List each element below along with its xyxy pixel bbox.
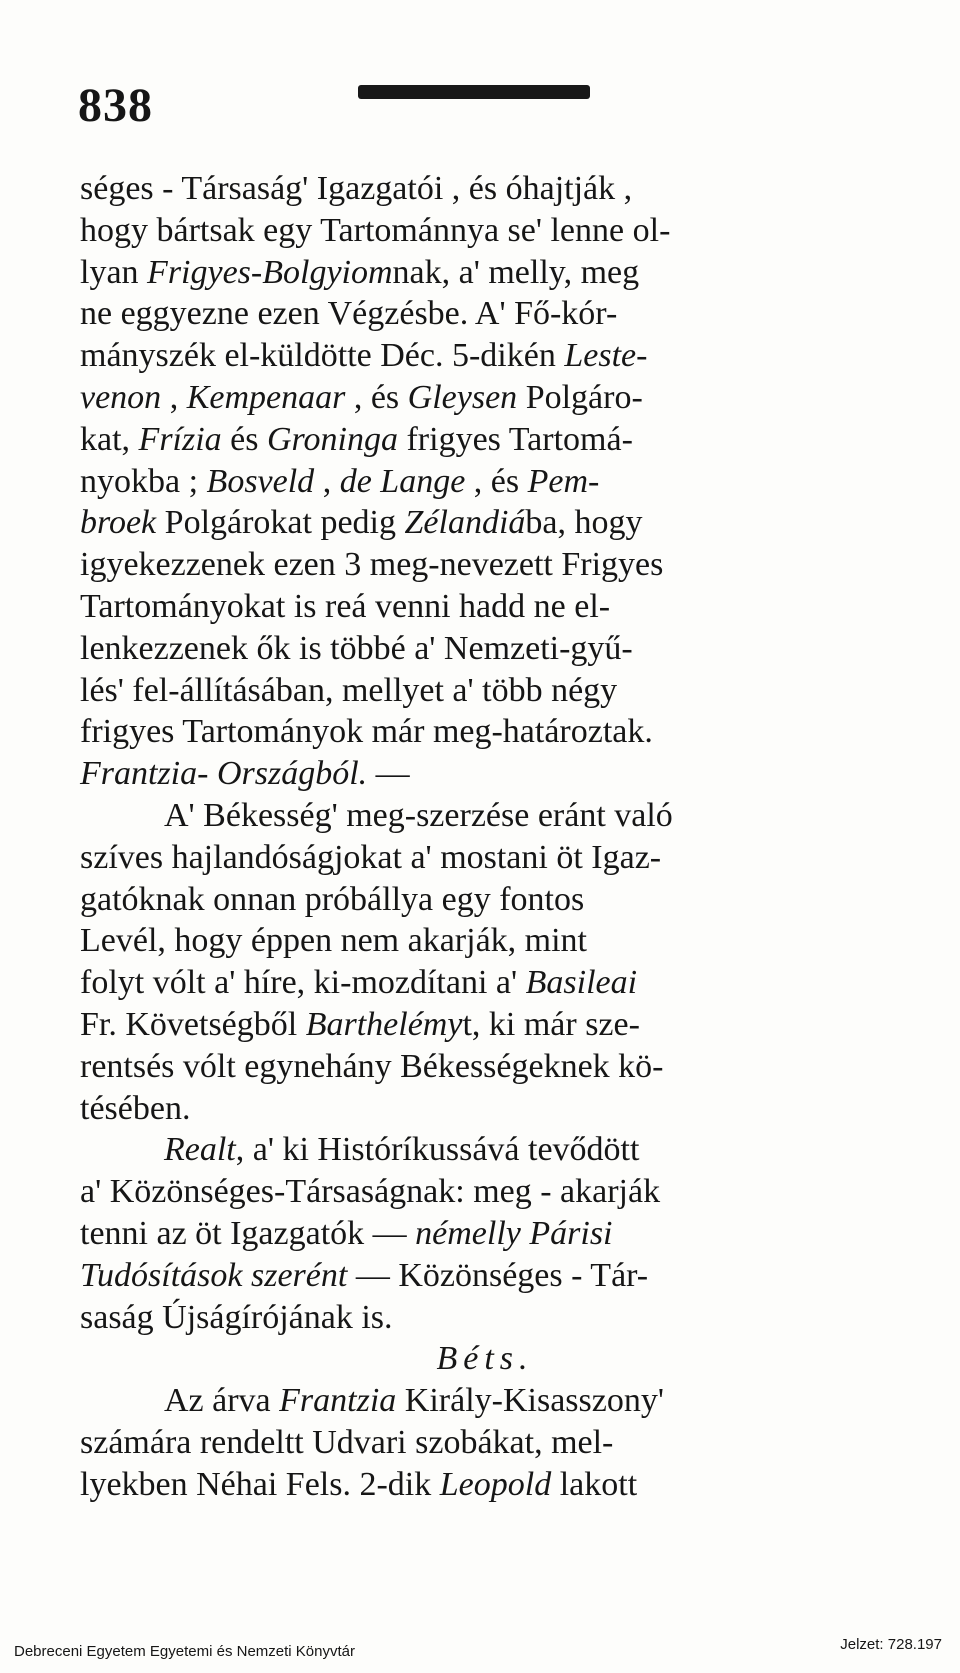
text-segment: lakott (551, 1465, 638, 1503)
text-line (80, 1046, 890, 1088)
text-line (80, 377, 890, 419)
italic-text: Pem- (527, 462, 600, 500)
text-segment: nyokba ; (80, 462, 207, 500)
text-segment: ba, hogy (525, 504, 643, 542)
italic-text: Bosveld (206, 462, 315, 500)
text-line (80, 544, 890, 586)
text-segment: a' Közönséges-Társaságnak: meg - akarják (80, 1173, 661, 1211)
text-segment: szíves hajlandóságjokat a' mostani öt Igaz- (80, 838, 662, 876)
text-segment: — Közönséges - Tár- (347, 1256, 649, 1294)
text-segment: nak, a' melly, meg (392, 253, 640, 291)
text-segment: lyan (80, 253, 148, 291)
text-segment: saság Újságírójának is. (80, 1298, 393, 1336)
text-segment: t, ki már sze- (462, 1005, 640, 1043)
italic-text: Basileai (525, 964, 638, 1002)
text-segment: Tartományokat is reá venni hadd ne el- (80, 587, 611, 625)
text-segment: Polgáro- (517, 378, 643, 416)
text-segment: — (367, 755, 410, 793)
text-line (80, 293, 890, 335)
text-segment: lés' fel-állításában, mellyet a' több négy (80, 671, 618, 709)
page-number: 838 (78, 79, 153, 132)
header-rule (358, 85, 590, 99)
text-line (80, 1422, 890, 1464)
text-segment: frigyes Tartományok már meg-határoztak. (80, 713, 653, 751)
text-line (80, 1088, 890, 1130)
text-segment: Fr. Követségből (80, 1005, 306, 1043)
text-segment: kat, (80, 420, 139, 458)
text-segment: A' Békesség' meg-szerzése eránt való (164, 796, 673, 834)
text-segment: , (314, 462, 340, 500)
text-line (80, 711, 890, 753)
text-line (80, 753, 890, 795)
text-line (80, 1213, 890, 1255)
text-line (80, 335, 890, 377)
text-segment: séges - Társaság' Igazgatói , és óhajtják , (80, 170, 633, 207)
italic-text: Realt (164, 1131, 236, 1169)
text-line (80, 795, 890, 837)
text-line (80, 586, 890, 628)
text-line (80, 168, 890, 210)
text-segment: lenkezzenek ők is többé a' Nemzeti-gyű- (80, 629, 633, 667)
italic-text: de Lange (339, 462, 466, 500)
italic-text: Frízia (138, 420, 222, 458)
italic-text: Zélandiá (404, 504, 526, 542)
text-segment: , és (345, 378, 408, 416)
text-segment: Az árva (164, 1382, 280, 1420)
text-line (80, 628, 890, 670)
text-line (80, 1464, 890, 1506)
text-line (80, 419, 890, 461)
text-line (80, 1380, 890, 1422)
text-segment: rentsés vólt egynehány Békességeknek kö- (80, 1047, 664, 1085)
italic-text: Leopold (439, 1465, 552, 1503)
text-segment: és (221, 420, 267, 458)
italic-text: venon (80, 378, 162, 416)
italic-text: Leste- (564, 337, 648, 375)
text-segment: Király-Kisasszony' (396, 1382, 664, 1420)
italic-text: Frigyes-Bolgyiom (147, 253, 393, 291)
text-segment: Polgárokat pedig (156, 504, 405, 542)
text-segment: Levél, hogy éppen nem akarják, mint (80, 922, 587, 960)
shelfmark: Jelzet: 728.197 (840, 1636, 942, 1653)
text-line (80, 879, 890, 921)
italic-text: némelly Párisi (415, 1214, 613, 1252)
italic-text: Barthelémy (305, 1005, 463, 1043)
italic-text: Frantzia- Országból. (80, 755, 368, 793)
text-line (80, 461, 890, 503)
text-segment: mányszék el-küldötte Déc. 5-dikén (80, 337, 565, 375)
text-segment: , (161, 378, 187, 416)
text-segment: igyekezzenek ezen 3 meg-nevezett Frigyes (80, 546, 664, 584)
italic-text: Tudósítások szerént (80, 1256, 348, 1294)
text-line (80, 920, 890, 962)
text-segment: tésében. (80, 1089, 191, 1127)
text-line (80, 1171, 890, 1213)
text-line (80, 1129, 890, 1171)
text-line (80, 670, 890, 712)
italic-text: Gleysen (407, 378, 518, 416)
italic-text: Béts. (436, 1340, 534, 1378)
italic-text: broek (80, 504, 157, 542)
text-line (80, 210, 890, 252)
text-segment: gatóknak onnan próbállya egy fontos (80, 880, 585, 918)
text-segment: számára rendeltt Udvari szobákat, mel- (80, 1423, 614, 1461)
italic-text: Frantzia (279, 1382, 397, 1420)
text-line (80, 1004, 890, 1046)
text-segment: ne eggyezne ezen Végzésbe. A' Fő-kór- (80, 295, 618, 333)
text-segment: hogy bártsak egy Tartománnya se' lenne ol- (80, 211, 671, 249)
text-line (80, 837, 890, 879)
body-text (80, 168, 890, 1506)
text-segment: , és (465, 462, 528, 500)
text-segment: lyekben Néhai Fels. 2-dik (80, 1465, 440, 1503)
text-line (80, 502, 890, 544)
text-line (80, 252, 890, 294)
italic-text: Kempenaar (186, 378, 346, 416)
text-line (80, 1297, 890, 1339)
text-line (80, 1338, 890, 1380)
text-segment: folyt vólt a' híre, ki-mozdítani a' (80, 964, 526, 1002)
text-line (80, 962, 890, 1004)
text-line (80, 1255, 890, 1297)
italic-text: Groninga (267, 420, 398, 458)
library-name: Debreceni Egyetem Egyetemi és Nemzeti Könyvtár (14, 1643, 355, 1660)
text-segment: tenni az öt Igazgatók — (80, 1214, 416, 1252)
text-segment: , a' ki Históríkussává tevődött (235, 1131, 640, 1169)
text-segment: frigyes Tartomá- (397, 420, 633, 458)
